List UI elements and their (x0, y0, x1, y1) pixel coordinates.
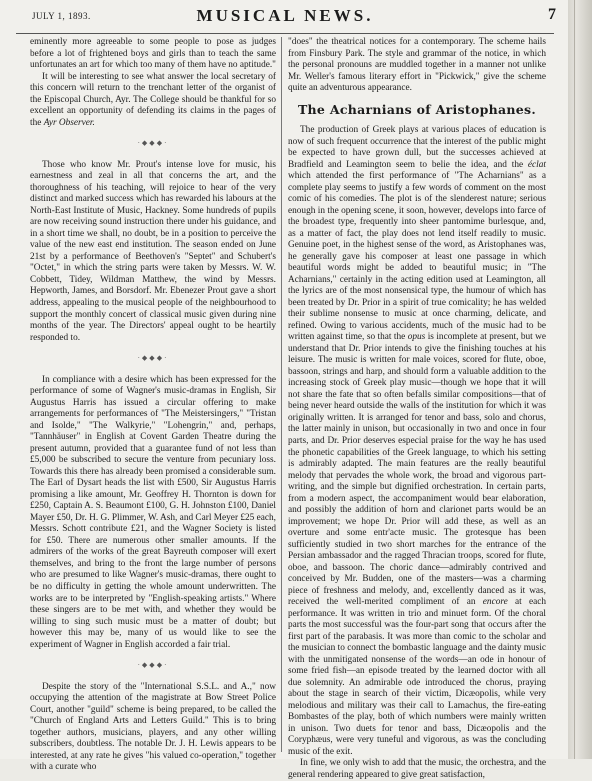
paragraph-text: which attended the first performance of "The Acharnians" as a complete play seems to justify a few words of comment on the most comic of his comedies. The plot is of the slenderest nature; serious enough in the opening scene, it soon, however, develops into farce of the broadest type, frequently into sheer pantomime burlesque, and, as a matter of fact, the play does not lend itself readily to music. Genuine poet, in the highest sense of the word, as Aristophanes was, he generally gave his composer at least one passage in which beautiful words might be added to beautiful music; in "The Acharnians," certainly in the acting edition used at Leamington, all the lyrics are of the most nonsensical type, the humour of which has been treated by Dr. Prior in a spirit of true comicality; he has welded their sublime nonsense to music at once charming, delicate, and refined. Owing to various accidents, much of the music had to be written against time, so that the (288, 171, 546, 343)
paragraph-continuation: eminently more agreeable to some people to pose as judges before a lot of frightened boys and girls than to teach the same unfortunates an art for which too many of them have no aptitude." (30, 37, 276, 71)
paragraph-text: is incomplete at present, but we understand that Dr. Prior intends to give the finishing touches at his leisure. The music is written for male voices, scored for flute, oboe, bassoon, strings and harp, and should form a valuable addition to the increasing stock of Greek play music—though we hope that it will not share the fate that so often befalls similar compositions—that of being never heard outside the walls of the institution for which it was originally written. It is arranged for tenor and bass, solo and chorus, the latter mainly in unison, but occasionally in two and once in four parts, and Dr. Prior deserves especial praise for the way he has used the phonetic capabilities of the Greek language, to which his setting is admirably adapted. The main features are the really beautiful melody that pervades the whole work, the broad and vigorous part-writing, and the simple but dignified orchestration. In certain parts, from a modern aspect, the accompaniment would bear elaboration, and possibly the addition of horn and clarionet parts would be an improvement; we hope Dr. Prior will add these, as well as an overture and some entr'acte music. The grotesque has been sufficiently studied in two short marches for the entrance of the Persian ambassador and the ragged Thracian troops, scored for flute, oboe, and bassoon. The choric dance—admirably contrived and conceived by Mr. Budden, one of the masters—was a charming piece of freshness and melody, and, excellently danced as it was, received the well-merited compliment of an (288, 332, 546, 608)
section-ornament: ·◆◆◆· (137, 661, 169, 670)
page-number: 7 (548, 6, 556, 23)
article-heading: The Acharnians of Aristophanes. (297, 101, 537, 117)
section-ornament: ·◆◆◆· (137, 139, 169, 148)
paragraph-acharnians (288, 125, 546, 758)
paragraph-text: at each performance. It was written in trio and minuet form. Of the choral parts the most successful was the four-part song that occurs after the first part of the parabasis. It was more than comic to the scholar and the musician to connect the bombastic language and the dainty music with the unmitigated nonsense of the words—an ode in honour of some fried fish—an episode treated by the learned doctor with all due solemnity. An admirable ode introduced the chorus, praying about the stage in search of their victim, Dicæopolis, while very melodious and military was their call to Lamachus, the fire-eating Bombastes of the play, both of which numbers were mainly written in unison. Two duets for tenor and bass, Dicæopolis and the Coryphæus, were very tuneful and vigorous, as was the concluding music of the exit. (288, 597, 546, 757)
header-date: JULY 1, 1893. (32, 11, 91, 21)
paragraph-prout: Those who know Mr. Prout's intense love for music, his earnestness and zeal in all that concerns the art, and the thoroughness of his teaching, will rejoice to hear of the very distinct and marked success which has rewarded his labours at the North-East Institute of Music, Hackney. Some hundreds of pupils are now receiving sound instruction there under his guidance, and in a short time we shall, no doubt, be in a position to perceive the value of the new east end institution. The season ended on June 21st by a performance of Beethoven's "Septet" and Schubert's "Octet," in which the string parts were taken by Messrs. W. W. Cobbett, Tidey, Wildman Matthew, the wind by Messrs. Hepworth, James, and Borsdorf. Mr. Ebenezer Prout gave a short address, appealing to the musical people of the neighbourhood to support the monthly concert of classical music given during nine months of the year. The Directors' appeal ought to be heartily responded to. (30, 159, 276, 343)
paragraph-choir-college (30, 72, 276, 130)
paragraph-text: It will be interesting to see what answer the local secretary of this concern will return to the trenchant letter of the organist of the Episcopal Church, Ayr. The College should be thankful for so excellent an opportunity of defending its claims in the pages of the (30, 71, 276, 128)
page-header (14, 6, 556, 24)
masthead-title: MUSICAL NEWS. (196, 6, 374, 25)
left-column (30, 37, 276, 774)
italic-word: éclat (527, 159, 546, 170)
italic-word: encore (482, 597, 508, 608)
paragraph-text: The production of Greek plays at various places of education is now of such frequent occurrence that the interest of the public might be expected to have grown dull, but the successes achieved at Bradfield and Leamington seem to belie the idea, and the (288, 125, 546, 170)
section-ornament: ·◆◆◆· (137, 354, 169, 363)
header-rule (16, 33, 554, 34)
italic-word: opus (407, 332, 426, 343)
book-gutter (568, 0, 592, 759)
paragraph-conclusion: In fine, we only wish to add that the music, the orchestra, and the general rendering appeared to give great satisfaction, (288, 758, 546, 780)
paragraph-wagner: In compliance with a desire which has been expressed for the performance of some of Wagner's music-dramas in English, Sir Augustus Harris has issued a circular offering to make arrangements for performances of "The Meistersingers," "Tristan and Isolde," "The Walkyrie," "Lohengrin," and, perhaps, "Tannhäuser" in English at Covent Garden Theatre during the present autumn, provided that a guarantee fund of not less than £5,000 be subscribed to secure the venture from pecuniary loss. Towards this there has already been promised a considerable sum. The Earl of Dysart heads the list with £500, Sir Augustus Harris promising a like amount, Mr. Geoffrey H. Thornton is down for £250, Captain A. S. Beaumont £100, G. H. Johnston £100, Daniel Mayer £50, Dr. H. G. Plimmer, W. Ash, and Carl Meyer £25 each, Messrs. Schott contribute £21, and the Wagner Society is listed for £50. There are numerous other smaller amounts. If the admirers of the works of the great Bayreuth composer will exert themselves, and bring to the front the large number of persons who are presumed to like Wagner's music-dramas, there ought to be no difficulty in getting the whole amount underwritten. The works are to be interpreted by "English-speaking artists." Where these singers are to be met with, and whether they would be willing to sing such music must be a matter of doubt; but however this may be, many of us would like to see the experiment of Wagner in English accorded a fair trial. (30, 374, 276, 650)
column-divider (281, 37, 282, 752)
right-column (288, 37, 546, 781)
paragraph-guild: Despite the story of the "International S.S.L. and A.," now occupying the attention of the magistrate at Bow Street Police Court, another "guild" scheme is being prepared, to be called the "Church of England Arts and Letters Guild." This is to bring together authors, musicians, players, and any other willing subscribers, doubtless. The notable Dr. J. H. Lewis appears to be interested, at any rate he gives "his valued co-operation," together with a curate who (30, 681, 276, 773)
newspaper-name: Ayr Observer. (43, 117, 95, 128)
paragraph-continuation: "does" the theatrical notices for a contemporary. The scheme hails from Finsbury Park. The style and grammar of the notice, in which the personal pronouns are muddled together in a manner not unlike Mr. Weller's famous literary effort in "Pickwick," give the scheme quite an adventurous appearance. (288, 37, 546, 94)
